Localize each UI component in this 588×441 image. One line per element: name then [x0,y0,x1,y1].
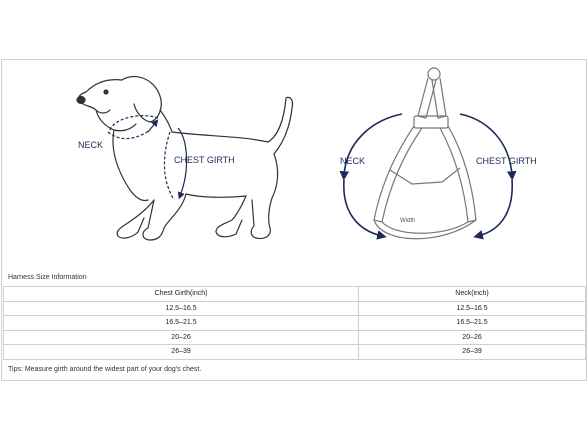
cell-neck: 16.5–21.5 [359,316,586,331]
size-diagram [2,60,588,268]
cell-chest: 20–26 [4,330,359,345]
harness-illustration [374,68,476,239]
dog-neck-label: NECK [78,140,104,150]
table-row [4,301,586,316]
col-header-chest: Chest Girth(inch) [4,287,359,302]
cell-chest: 12.5–16.5 [4,301,359,316]
size-table [3,286,586,360]
harness-chest-label: CHEST GIRTH [476,156,537,166]
tips-text: Tips: Measure girth around the widest part of your dog's chest. [8,366,202,373]
illustration-area [2,60,588,268]
table-row [4,330,586,345]
cell-chest: 16.5–21.5 [4,316,359,331]
dog-chest-label: CHEST GIRTH [174,155,235,165]
harness-width-label: Width [400,218,416,224]
table-row [4,316,586,331]
cell-neck: 26–39 [359,345,586,360]
table-row [4,345,586,360]
table-title: Harness Size Information [8,274,87,281]
col-header-neck: Neck(inch) [359,287,586,302]
size-guide-panel [1,59,587,381]
cell-chest: 26–39 [4,345,359,360]
cell-neck: 20–26 [359,330,586,345]
harness-neck-arrow [344,114,402,236]
harness-neck-label: NECK [340,156,366,166]
cell-neck: 12.5–16.5 [359,301,586,316]
table-header-row [4,287,586,302]
